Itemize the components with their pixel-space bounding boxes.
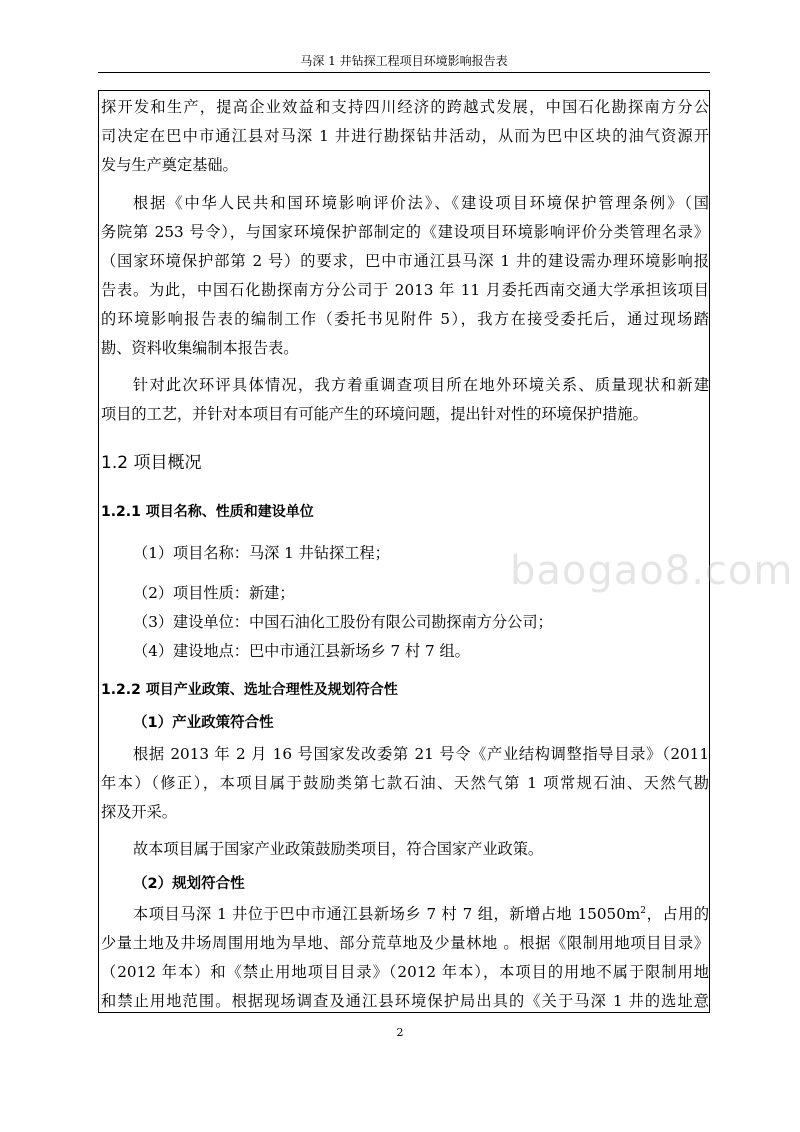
project-info-item: （4）建设地点：巴中市通江县新场乡 7 村 7 组。 — [133, 642, 470, 660]
policy-line: 年本）（修正），本项目属于鼓励类第七款石油、天然气第 1 项常规石油、天然气勘 — [101, 774, 709, 792]
page-header: 马深 1 井钻探工程项目环境影响报告表 — [98, 50, 710, 73]
para3-line: 针对此次环评具体情况，我方着重调查项目所在地外环境关系、质量现状和新建 — [133, 376, 709, 394]
section-heading-1-2-2: 1.2.2 项目产业政策、选址合理性及规划符合性 — [101, 682, 398, 698]
policy-line: 根据 2013 年 2 月 16 号国家发改委第 21 号令《产业结构调整指导目录》（2011 — [133, 745, 709, 763]
subheading-industry-policy: （1）产业政策符合性 — [133, 715, 274, 731]
area-unit-superscript: 2 — [640, 905, 647, 916]
watermark: baogao8.com — [510, 548, 794, 594]
para2-line: 根据《中华人民共和国环境影响评价法》、《建设项目环境保护管理条例》（国 — [133, 194, 709, 212]
project-info-item: （1）项目名称：马深 1 井钻探工程； — [133, 544, 390, 562]
para3-line: 项目的工艺，并针对本项目有可能产生的环境问题，提出针对性的环境保护措施。 — [101, 405, 648, 423]
policy-conclusion: 故本项目属于国家产业政策鼓励类项目，符合国家产业政策。 — [133, 840, 544, 858]
policy-line: 探及开采。 — [101, 803, 177, 821]
intro-line: 司决定在巴中市通江县对马深 1 井进行勘探钻井活动，从而为巴中区块的油气资源开 — [101, 127, 709, 145]
project-info-item: （3）建设单位：中国石油化工股份有限公司勘探南方分公司； — [133, 613, 553, 631]
planning-line: （2012 年本）和《禁止用地项目目录》（2012 年本），本项目的用地不属于限制用地 — [101, 963, 709, 981]
project-info-item: （2）项目性质：新建； — [133, 584, 295, 602]
para2-line: 告表。为此，中国石化勘探南方分公司于 2013 年 11 月委托西南交通大学承担该项目 — [101, 281, 709, 299]
planning-line: 和禁止用地范围。根据现场调查及通江县环境保护局出具的《关于马深 1 井的选址意 — [101, 992, 709, 1010]
para2-line: 的环境影响报告表的编制工作（委托书见附件 5），我方在接受委托后，通过现场踏 — [101, 310, 709, 328]
planning-line-text: 本项目马深 1 井位于巴中市通江县新场乡 7 村 7 组，新增占地 15050m — [133, 905, 641, 923]
section-heading-1-2: 1.2 项目概况 — [101, 453, 202, 473]
para2-line: （国家环境保护部第 2 号）的要求，巴中市通江县马深 1 井的建设需办理环境影响报 — [101, 252, 709, 270]
intro-line: 发与生产奠定基础。 — [101, 156, 238, 174]
planning-line — [133, 900, 709, 928]
section-heading-1-2-1: 1.2.1 项目名称、性质和建设单位 — [101, 504, 314, 520]
intro-line: 探开发和生产，提高企业效益和支持四川经济的跨越式发展，中国石化勘探南方分公 — [101, 98, 709, 116]
para2-line: 勘、资料收集编制本报告表。 — [101, 339, 299, 357]
page-number: 2 — [396, 1026, 404, 1039]
para2-line: 务院第 253 号令），与国家环境保护部制定的《建设项目环境影响评价分类管理名录》 — [101, 223, 709, 241]
subheading-planning-compliance: （2）规划符合性 — [133, 876, 245, 892]
planning-line-text-end: ，占用的 — [646, 905, 710, 923]
planning-line: 少量土地及井场周围用地为旱地、部分荒草地及少量林地 。根据《限制用地项目目录》 — [101, 934, 709, 952]
